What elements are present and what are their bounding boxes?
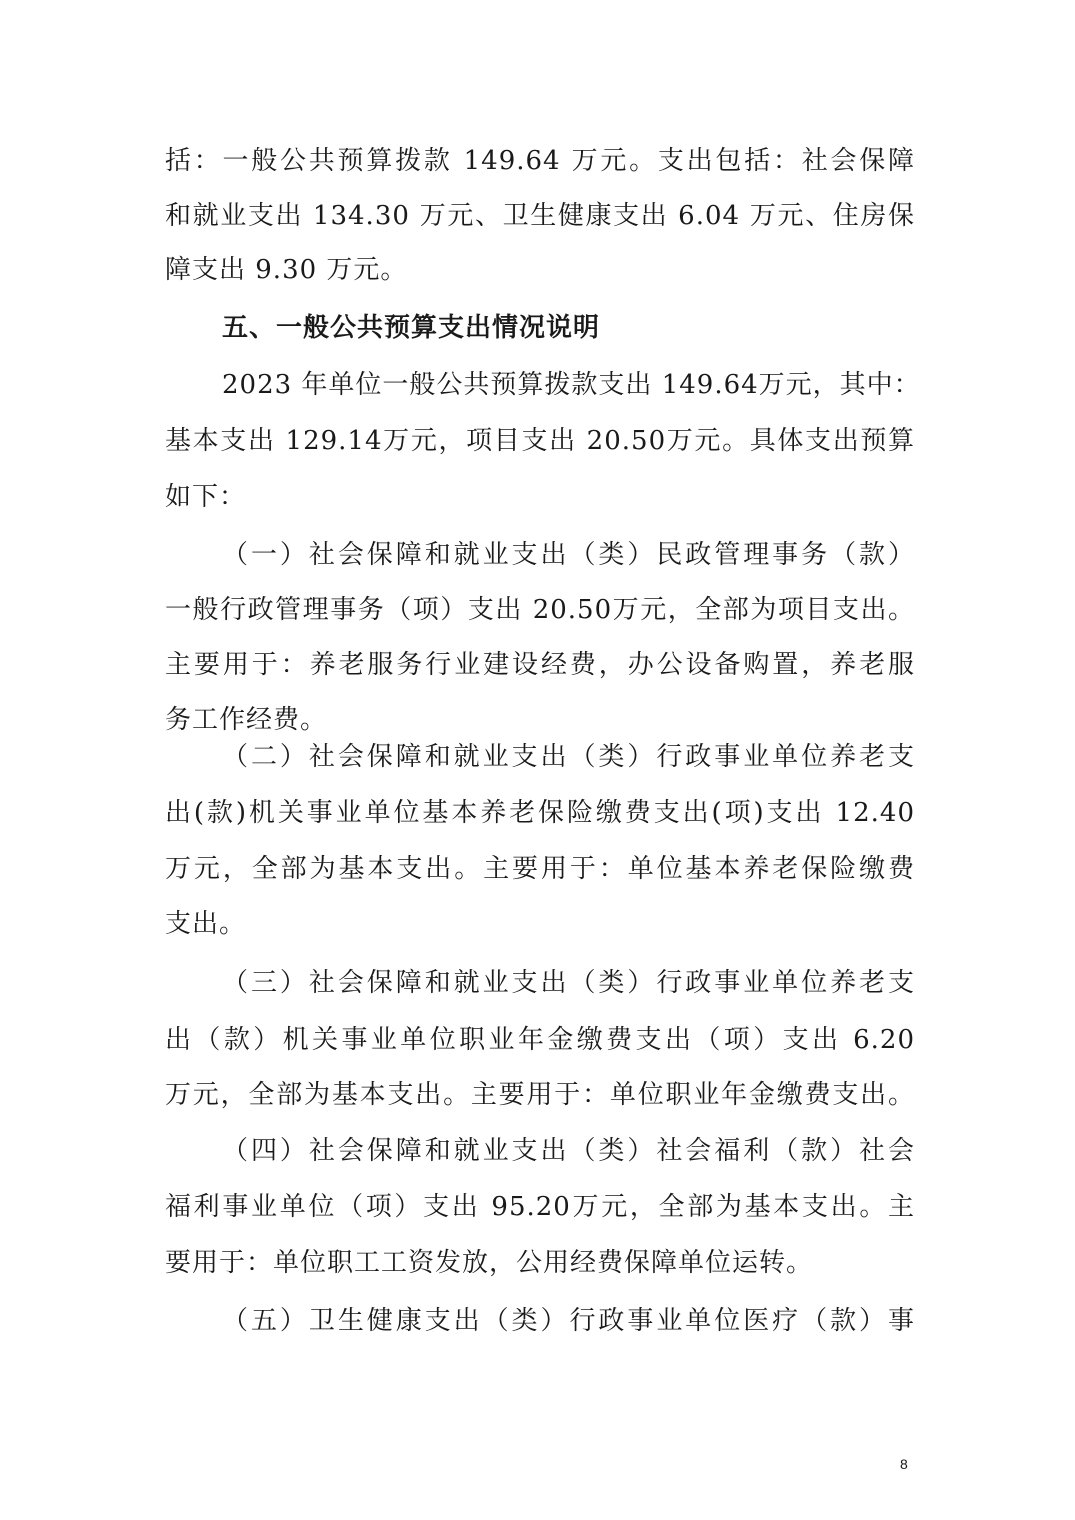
item-1-line-4: 务工作经费。: [165, 705, 328, 735]
item-1-line-2: 一般行政管理事务（项）支出 20.50万元，全部为项目支出。: [165, 595, 915, 625]
summary-line-2: 基本支出 129.14万元，项目支出 20.50万元。具体支出预算: [165, 426, 915, 456]
item-1-line-3: 主要用于：养老服务行业建设经费，办公设备购置，养老服: [165, 650, 915, 680]
section-heading: 五、一般公共预算支出情况说明: [222, 313, 601, 343]
summary-line-3: 如下：: [165, 482, 247, 512]
intro-line-2: 和就业支出 134.30 万元、卫生健康支出 6.04 万元、住房保: [165, 201, 915, 231]
item-2-line-3: 万元，全部为基本支出。主要用于：单位基本养老保险缴费: [165, 854, 915, 884]
page-number: 8: [900, 1456, 908, 1472]
item-2-line-2: 出(款)机关事业单位基本养老保险缴费支出(项)支出 12.40: [165, 798, 915, 828]
item-4-line-3: 要用于：单位职工工资发放，公用经费保障单位运转。: [165, 1248, 814, 1278]
item-3-line-2: 出（款）机关事业单位职业年金缴费支出（项）支出 6.20: [165, 1025, 915, 1055]
intro-line-3: 障支出 9.30 万元。: [165, 255, 408, 285]
item-2-line-1: （二）社会保障和就业支出（类）行政事业单位养老支: [222, 742, 915, 772]
intro-line-1: 括：一般公共预算拨款 149.64 万元。支出包括：社会保障: [165, 146, 915, 176]
item-5-line-1: （五）卫生健康支出（类）行政事业单位医疗（款）事: [222, 1306, 915, 1336]
item-4-line-1: （四）社会保障和就业支出（类）社会福利（款）社会: [222, 1136, 915, 1166]
summary-line-1: 2023 年单位一般公共预算拨款支出 149.64万元，其中：: [222, 370, 921, 400]
item-3-line-3: 万元，全部为基本支出。主要用于：单位职业年金缴费支出。: [165, 1080, 915, 1110]
item-2-line-4: 支出。: [165, 909, 247, 939]
item-3-line-1: （三）社会保障和就业支出（类）行政事业单位养老支: [222, 968, 915, 998]
item-1-line-1: （一）社会保障和就业支出（类）民政管理事务（款）: [222, 540, 915, 570]
item-4-line-2: 福利事业单位（项）支出 95.20万元，全部为基本支出。主: [165, 1192, 915, 1222]
